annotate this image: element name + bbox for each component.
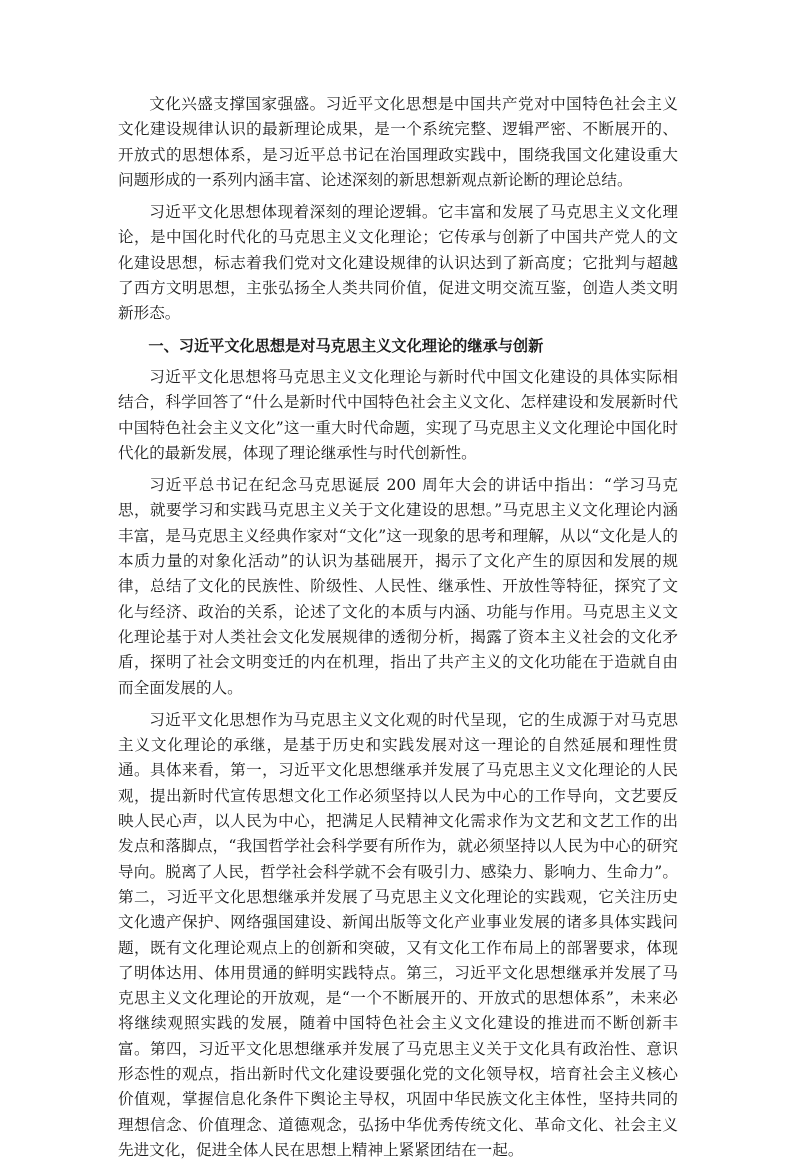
paragraph-intro: 文化兴盛支撑国家强盛。习近平文化思想是中国共产党对中国特色社会主义文化建设规律认识的最新理论成果，是一个系统完整、逻辑严密、不断展开的、开放式的思想体系，是习近平总书记在治国理政实践中，围绕我国文化建设重大问题形成的一系列内涵丰富、论述深刻的新思想新观点新论断的理论总结。 <box>118 95 678 189</box>
paragraph-four-inheritances: 习近平文化思想作为马克思主义文化观的时代呈现，它的生成源于对马克思主义文化理论的承继，是基于历史和实践发展对这一理论的自然延展和理性贯通。具体来看，第一，习近平文化思想继承并发展了马克思主义文化理论的人民观，提出新时代宣传思想文化工作必须坚持以人民为中心的工作导向，文艺要反映人民心声，以人民为中心，把满足人民精神文化需求作为文艺和文艺工作的出发点和落脚点，“我国哲学社会科学要有所作为，就必须坚持以人民为中心的研究导向。脱离了人民，哲学社会科学就不会有吸引力、感染力、影响力、生命力”。第二，习近平文化思想继承并发展了马克思主义文化理论的实践观，它关注历史文化遗产保护、网络强国建设、新闻出版等文化产业事业发展的诸多具体实践问题，既有文化理论观点上的创新和突破，又有文化工作布局上的部署要求，体现了明体达用、体用贯通的鲜明实践特点。第三，习近平文化思想继承并发展了马克思主义文化理论的开放观，是“一个不断展开的、开放式的思想体系”，未来必将继续观照实践的发展，随着中国特色社会主义文化建设的推进而不断创新丰富。第四，习近平文化思想继承并发展了马克思主义关于文化具有政治性、意识形态性的观点，指出新时代文化建设要强化党的文化领导权，培育社会主义核心价值观，掌握信息化条件下舆论主导权，巩固中华民族文化主体性，坚持共同的理想信念、价值理念、道德观念，弘扬中华优秀传统文化、革命文化、社会主义先进文化，促进全体人民在思想上精神上紧紧团结在一起。 <box>118 710 678 1159</box>
section-heading: 一、习近平文化思想是对马克思主义文化理论的继承与创新 <box>148 336 544 355</box>
paragraph-marx-quote: 习近平总书记在纪念马克思诞辰 200 周年大会的讲话中指出：“学习马克思，就要学习和实践马克思主义关于文化建设的思想。”马克思主义文化理论内涵丰富，是马克思主义经典作家对“文化”这一现象的思考和理解，从以“文化是人的本质力量的对象化活动”的认识为基础展开，揭示了文化产生的原因和发展的规律，总结了文化的民族性、阶级性、人民性、继承性、开放性等特征，探究了文化与经济、政治的关系，论述了文化的本质与内涵、功能与作用。马克思主义文化理论基于对人类社会文化发展规律的透彻分析，揭露了资本主义社会的文化矛盾，探明了社会文明变迁的内在机理，指出了共产主义的文化功能在于造就自由而全面发展的人。 <box>118 476 678 697</box>
document-body <box>118 92 678 1170</box>
paragraph-integration: 习近平文化思想将马克思主义文化理论与新时代中国文化建设的具体实际相结合，科学回答了“什么是新时代中国特色社会主义文化、怎样建设和发展新时代中国特色社会主义文化”这一重大时代命题，实现了马克思主义文化理论中国化时代化的最新发展，体现了理论继承性与时代创新性。 <box>118 367 678 462</box>
paragraph-theory-logic: 习近平文化思想体现着深刻的理论逻辑。它丰富和发展了马克思主义文化理论，是中国化时代化的马克思主义文化理论；它传承与创新了中国共产党人的文化建设思想，标志着我们党对文化建设规律的认识达到了新高度；它批判与超越了西方文明思想，主张弘扬全人类共同价值，促进文明交流互鉴，创造人类文明新形态。 <box>118 203 678 323</box>
